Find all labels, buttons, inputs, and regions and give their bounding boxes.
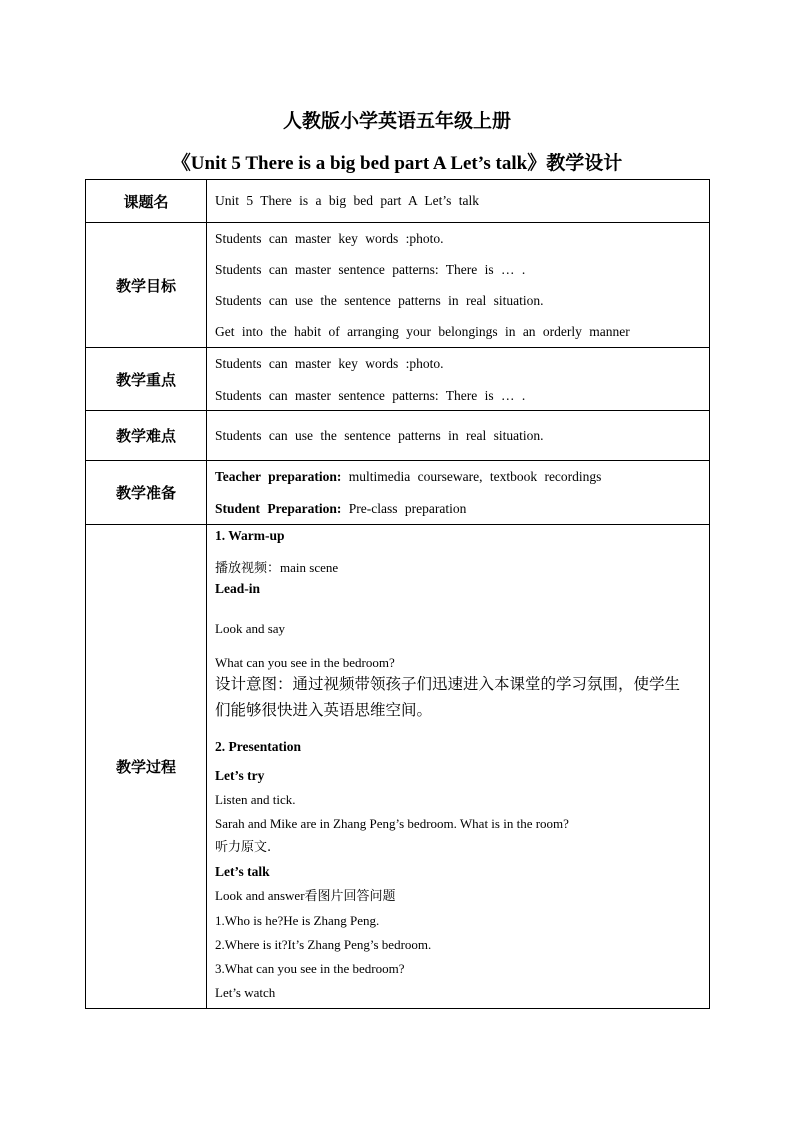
label-preparation: 教学准备 xyxy=(86,461,207,525)
leadin-heading: Lead-in xyxy=(215,581,261,596)
lets-talk-heading: Let’s talk xyxy=(215,864,270,879)
presentation-heading: 2. Presentation xyxy=(215,739,301,754)
video-line xyxy=(215,558,701,579)
cell-process xyxy=(207,525,710,1009)
document-subtitle xyxy=(0,148,794,175)
subtitle-open-bracket: 《 xyxy=(171,153,191,174)
table-row-difficulties xyxy=(86,411,710,461)
objective-line: Get into the habit of arranging your belongings in an orderly manner xyxy=(215,324,630,339)
sarah-mike-line: Sarah and Mike are in Zhang Peng’s bedroom. What is in the room? xyxy=(215,816,569,831)
question-who: 1.Who is he?He is Zhang Peng. xyxy=(215,913,380,928)
lesson-plan-table xyxy=(85,179,710,1009)
table-row-process xyxy=(86,525,710,1009)
teacher-preparation-label: Teacher preparation: xyxy=(215,469,342,484)
lets-try-heading: Let’s try xyxy=(215,768,265,783)
label-key-points: 教学重点 xyxy=(86,348,207,411)
student-preparation xyxy=(215,499,701,519)
subtitle-close-bracket: 》 xyxy=(527,153,547,174)
cell-preparation xyxy=(207,461,710,525)
table-row-topic xyxy=(86,180,710,223)
look-and-answer-cn: 看图片回答问题 xyxy=(304,889,396,904)
video-label-cn: 播放视频： xyxy=(215,561,281,576)
difficulty-text: Students can use the sentence patterns in real situation. xyxy=(215,427,544,443)
student-preparation-text: Pre-class preparation xyxy=(341,501,467,516)
design-intent-line-2: 们能够很快进入英语思维空间。 xyxy=(215,701,433,719)
listening-text-label: 听力原文. xyxy=(215,840,272,855)
key-point-line: Students can master key words :photo. xyxy=(215,356,444,371)
look-and-answer xyxy=(215,886,701,907)
label-objectives: 教学目标 xyxy=(86,223,207,348)
question-where: 2.Where is it?It’s Zhang Peng’s bedroom. xyxy=(215,937,432,952)
label-topic: 课题名 xyxy=(86,180,207,223)
label-process: 教学过程 xyxy=(86,525,207,1009)
table-row-preparation xyxy=(86,461,710,525)
subtitle-unit: Unit 5 There is a big bed part A Let’s talk xyxy=(190,153,528,174)
objective-line: Students can master sentence patterns: There is … . xyxy=(215,262,526,277)
cell-topic xyxy=(207,180,710,223)
question-what: 3.What can you see in the bedroom? xyxy=(215,961,405,976)
teacher-preparation xyxy=(215,467,701,487)
cell-objectives xyxy=(207,223,710,348)
design-intent-line-1: 设计意图：通过视频带领孩子们迅速进入本课堂的学习氛围，使学生 xyxy=(215,675,681,693)
student-preparation-label: Student Preparation: xyxy=(215,501,342,516)
topic-text: Unit 5 There is a big bed part A Let’s talk xyxy=(215,193,479,208)
table-row-objectives xyxy=(86,223,710,348)
objective-line: Students can use the sentence patterns in real situation. xyxy=(215,293,544,308)
listen-and-tick: Listen and tick. xyxy=(215,792,296,807)
question-bedroom: What can you see in the bedroom? xyxy=(215,655,395,670)
cell-key-points xyxy=(207,348,710,411)
lets-watch: Let’s watch xyxy=(215,985,276,1000)
warmup-heading: 1. Warm-up xyxy=(215,528,285,543)
teacher-preparation-text: multimedia courseware, textbook recordings xyxy=(341,469,602,484)
subtitle-suffix: 教学设计 xyxy=(546,152,623,174)
cell-difficulties xyxy=(207,411,710,461)
look-and-answer-en: Look and answer xyxy=(215,888,305,903)
look-and-say: Look and say xyxy=(215,621,286,636)
table-row-key-points xyxy=(86,348,710,411)
objective-line: Students can master key words :photo. xyxy=(215,231,444,246)
label-difficulties: 教学难点 xyxy=(86,411,207,461)
document-title: 人教版小学英语五年级上册 xyxy=(282,110,511,132)
video-label-en: main scene xyxy=(280,560,339,575)
key-point-line: Students can master sentence patterns: There is … . xyxy=(215,388,526,403)
